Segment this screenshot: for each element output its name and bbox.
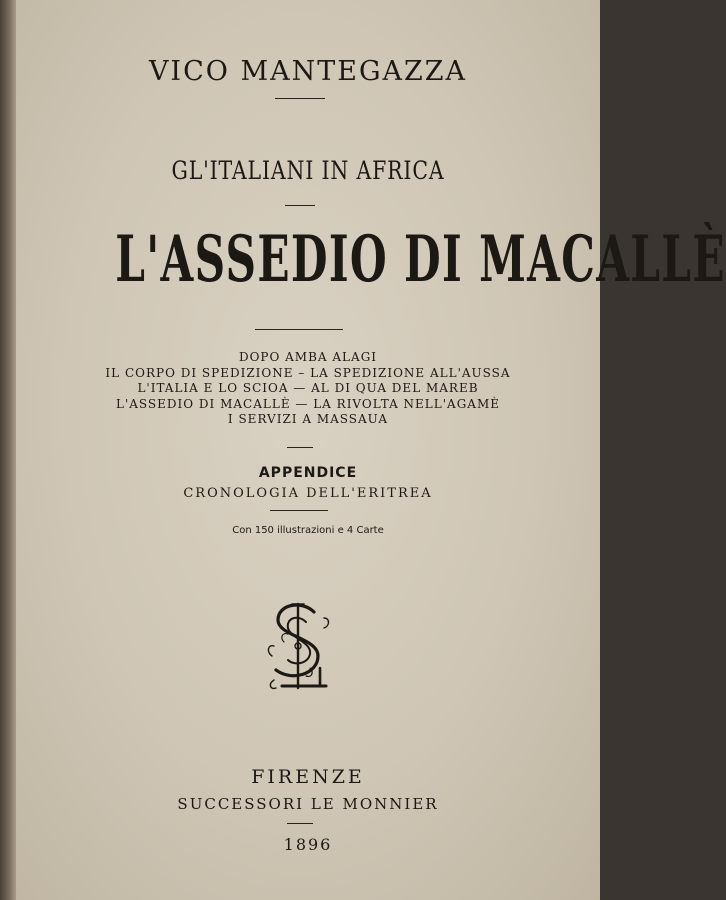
series-title: GL'ITALIANI IN AFRICA: [171, 156, 445, 185]
contents-line: DOPO AMBA ALAGI: [238, 350, 378, 364]
divider-rule: [287, 447, 313, 448]
book-spine-edge: [0, 0, 16, 900]
contents-list: [16, 350, 600, 428]
contents-line: L'ITALIA E LO SCIOA — AL DI QUA DEL MAREB: [137, 381, 479, 395]
author-name: VICO MANTEGAZZA: [148, 56, 468, 87]
appendix-subtitle: CRONOLOGIA DELL'ERITREA: [183, 486, 433, 501]
imprint-publisher: SUCCESSORI LE MONNIER: [177, 795, 439, 813]
imprint-year: 1896: [283, 835, 333, 854]
divider-rule: [285, 205, 315, 206]
contents-line: I SERVIZI A MASSAUA: [227, 412, 389, 426]
divider-rule: [255, 329, 343, 330]
appendix-heading: APPENDICE: [258, 465, 358, 481]
divider-rule: [275, 98, 325, 99]
illustrations-note: Con 150 illustrazioni e 4 Carte: [232, 525, 384, 536]
divider-rule: [287, 823, 313, 824]
publisher-monogram-icon: [262, 598, 334, 694]
contents-line: IL CORPO DI SPEDIZIONE – LA SPEDIZIONE ALL'AUSSA: [105, 365, 511, 380]
divider-rule: [270, 510, 328, 511]
main-title: L'ASSEDIO DI MACALLÈ: [115, 222, 726, 297]
contents-line: L'ASSEDIO DI MACALLÈ — LA RIVOLTA NELL'AGAMÈ: [115, 396, 501, 411]
imprint-city: FIRENZE: [251, 766, 365, 788]
